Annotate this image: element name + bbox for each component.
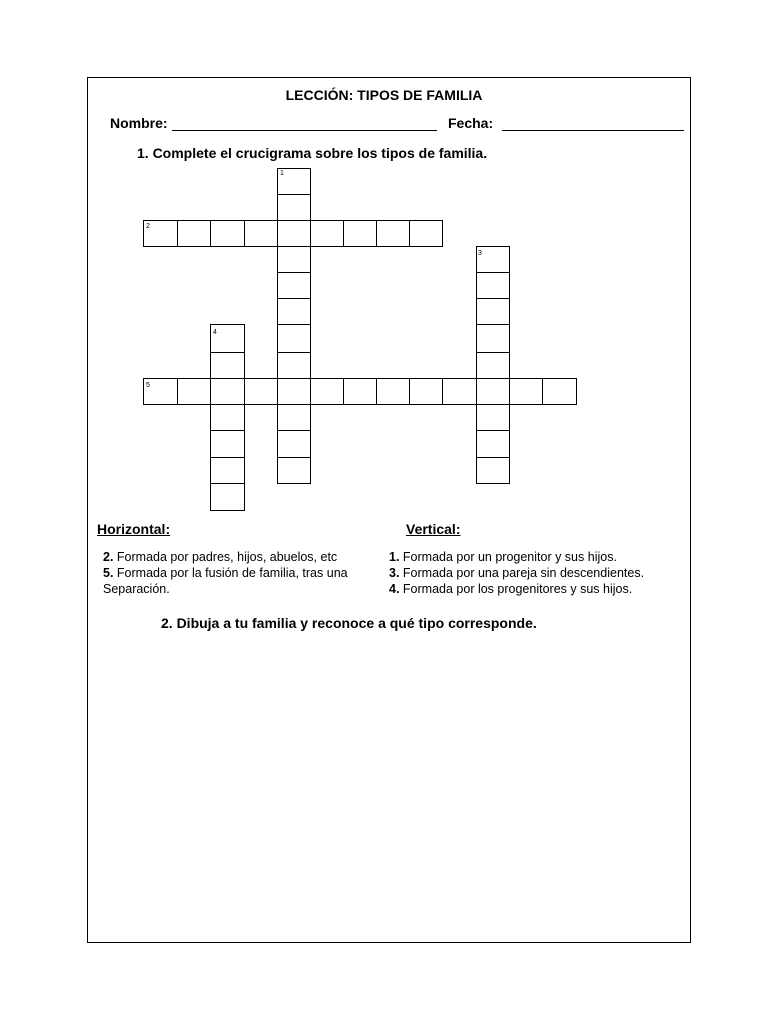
crossword-cell[interactable]	[210, 430, 245, 458]
crossword-cell[interactable]	[542, 378, 577, 405]
clue-number-5: 5	[146, 382, 150, 389]
date-field-line[interactable]	[502, 130, 684, 131]
vertical-clue-list	[389, 549, 689, 597]
crossword-cell[interactable]	[476, 352, 510, 379]
crossword-cell[interactable]	[310, 220, 344, 247]
horizontal-clue-2: 2. Formada por padres, hijos, abuelos, etc	[103, 550, 338, 564]
crossword-cell[interactable]	[244, 220, 278, 247]
crossword-cell[interactable]	[277, 352, 311, 379]
name-field-line[interactable]	[172, 130, 437, 131]
crossword-cell[interactable]	[277, 430, 311, 458]
clue-number-4: 4	[213, 329, 217, 336]
crossword-cell[interactable]	[277, 298, 311, 325]
crossword-cell[interactable]	[210, 352, 245, 379]
horizontal-clue-list	[103, 549, 383, 597]
vertical-heading: Vertical:	[406, 521, 461, 537]
crossword-cell[interactable]	[277, 378, 311, 405]
crossword-cell[interactable]	[177, 220, 211, 247]
worksheet-frame	[87, 77, 691, 943]
crossword-cell[interactable]	[244, 378, 278, 405]
clue-number-1: 1	[280, 170, 284, 177]
horizontal-clue-5-cont: Separación.	[103, 582, 170, 596]
crossword-cell[interactable]	[376, 378, 410, 405]
crossword-cell[interactable]	[210, 220, 245, 247]
horizontal-heading: Horizontal:	[97, 521, 171, 537]
crossword-cell[interactable]	[210, 483, 245, 511]
question-2: 2. Dibuja a tu familia y reconoce a qué tipo corresponde.	[161, 615, 537, 631]
crossword-cell[interactable]	[277, 324, 311, 353]
crossword-cell[interactable]	[376, 220, 410, 247]
crossword-cell[interactable]	[277, 246, 311, 273]
crossword-cell[interactable]	[476, 272, 510, 299]
crossword-cell[interactable]	[277, 457, 311, 484]
crossword-cell[interactable]	[409, 220, 443, 247]
crossword-cell[interactable]	[476, 324, 510, 353]
crossword-cell[interactable]	[476, 430, 510, 458]
crossword-cell[interactable]	[210, 457, 245, 484]
crossword-cell[interactable]	[343, 378, 377, 405]
clue-number-2: 2	[146, 223, 150, 230]
crossword-cell[interactable]	[476, 404, 510, 431]
crossword-cell[interactable]	[476, 298, 510, 325]
crossword-cell[interactable]	[310, 378, 344, 405]
vertical-clue-4: 4. Formada por los progenitores y sus hijos.	[389, 582, 633, 596]
horizontal-clue-5: 5. Formada por la fusión de familia, tras una	[103, 566, 348, 580]
crossword-cell[interactable]	[277, 272, 311, 299]
crossword-cell[interactable]	[277, 220, 311, 247]
crossword-cell[interactable]	[277, 404, 311, 431]
crossword-cell[interactable]	[409, 378, 443, 405]
crossword-cell[interactable]	[210, 378, 245, 405]
vertical-clue-3: 3. Formada por una pareja sin descendientes.	[389, 566, 645, 580]
name-label: Nombre:	[110, 115, 168, 131]
crossword-cell[interactable]	[343, 220, 377, 247]
vertical-clue-1: 1. Formada por un progenitor y sus hijos.	[389, 550, 617, 564]
crossword-cell[interactable]	[210, 404, 245, 431]
crossword-cell[interactable]	[177, 378, 211, 405]
crossword-cell[interactable]	[476, 378, 510, 405]
crossword-cell[interactable]	[476, 457, 510, 484]
date-label: Fecha:	[448, 115, 494, 131]
crossword-cell[interactable]	[442, 378, 477, 405]
crossword-cell[interactable]	[509, 378, 543, 405]
page-title: LECCIÓN: TIPOS DE FAMILIA	[285, 87, 483, 103]
question-1: 1. Complete el crucigrama sobre los tipos de familia.	[137, 145, 488, 161]
crossword-cell[interactable]	[277, 194, 311, 221]
clue-number-3: 3	[478, 250, 482, 257]
